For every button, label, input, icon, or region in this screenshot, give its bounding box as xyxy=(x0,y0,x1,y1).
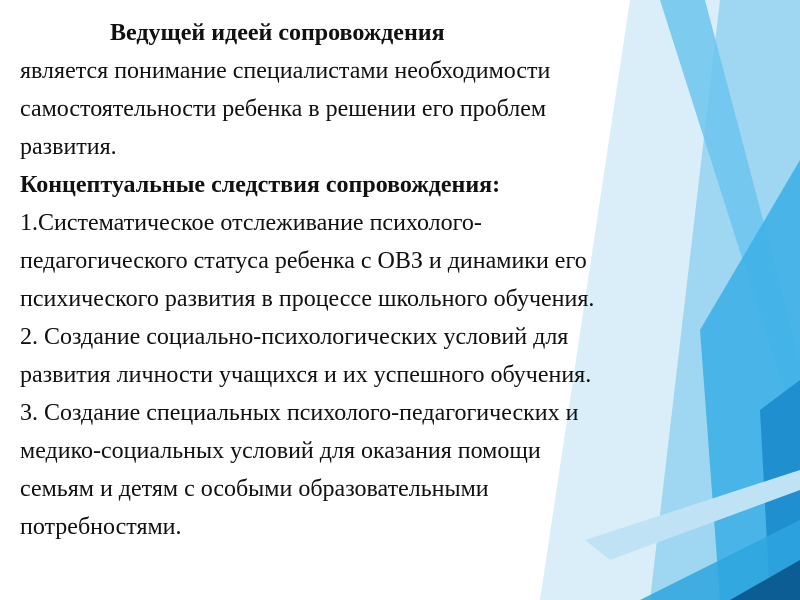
text-line-7: педагогического статуса ребенка с ОВЗ и динамики его xyxy=(20,248,587,274)
text-line-4: развития. xyxy=(20,134,117,160)
text-line-3: самостоятельности ребенка в решении его проблем xyxy=(20,96,547,122)
text-line-5: Концептуальные следствия сопровождения: xyxy=(20,172,501,198)
text-line-8: психического развития в процессе школьного обучения. xyxy=(20,286,595,312)
text-line-10: развития личности учащихся и их успешного обучения. xyxy=(20,362,592,388)
text-line-11: 3. Создание специальных психолого-педагогических и xyxy=(20,400,579,426)
text-line-2: является понимание специалистами необходимости xyxy=(20,58,551,84)
text-line-9: 2. Создание социально-психологических условий для xyxy=(20,324,569,350)
text-line-13: семьям и детям с особыми образовательными xyxy=(20,476,489,502)
text-line-6: 1.Систематическое отслеживание психолого- xyxy=(20,210,482,236)
text-line-1: Ведущей идеей сопровождения xyxy=(110,20,445,46)
text-line-14: потребностями. xyxy=(20,514,182,540)
text-line-12: медико-социальных условий для оказания помощи xyxy=(20,438,541,464)
